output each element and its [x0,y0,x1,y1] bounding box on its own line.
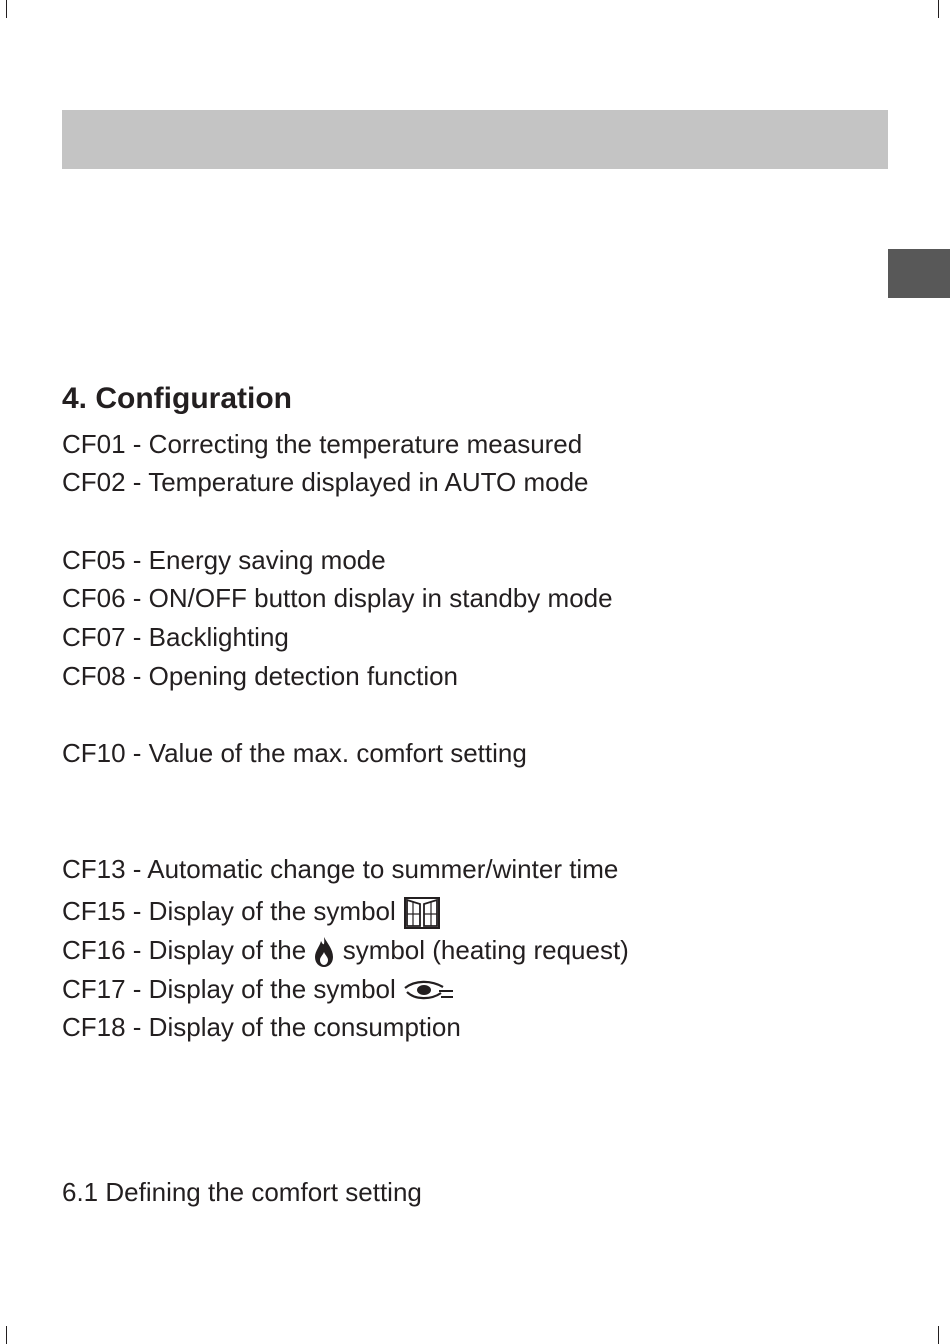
item-cf15 [62,893,441,930]
window-icon [403,896,441,930]
section-heading: 4. Configuration [62,382,292,415]
header-band [62,110,888,169]
item-cf02: CF02 - Temperature displayed in AUTO mode [62,467,589,497]
crop-mark-top-left [6,0,7,18]
item-cf16-text-after: symbol (heating request) [342,935,629,965]
item-cf17 [62,971,455,1007]
item-cf06: CF06 - ON/OFF button display in standby mode [62,583,613,613]
item-cf05: CF05 - Energy saving mode [62,545,386,575]
item-cf16-text-before: CF16 - Display of the [62,935,307,965]
item-cf16 [62,932,629,969]
crop-mark-top-right [938,0,939,18]
item-cf07: CF07 - Backlighting [62,622,289,652]
item-cf08: CF08 - Opening detection function [62,661,459,691]
item-cf13: CF13 - Automatic change to summer/winter time [62,854,619,884]
item-cf17-text: CF17 - Display of the symbol [62,974,396,1004]
subsection-title: 6.1 Defining the comfort setting [62,1177,422,1207]
crop-mark-bottom-left [6,1326,7,1344]
item-cf18: CF18 - Display of the consumption [62,1012,461,1042]
eye-icon [403,978,455,1004]
item-cf01: CF01 - Correcting the temperature measured [62,429,583,459]
side-tab-marker [888,249,950,298]
flame-icon [313,935,335,969]
item-cf15-text: CF15 - Display of the symbol [62,896,396,926]
item-cf10: CF10 - Value of the max. comfort setting [62,738,527,768]
crop-mark-bottom-right [938,1326,939,1344]
